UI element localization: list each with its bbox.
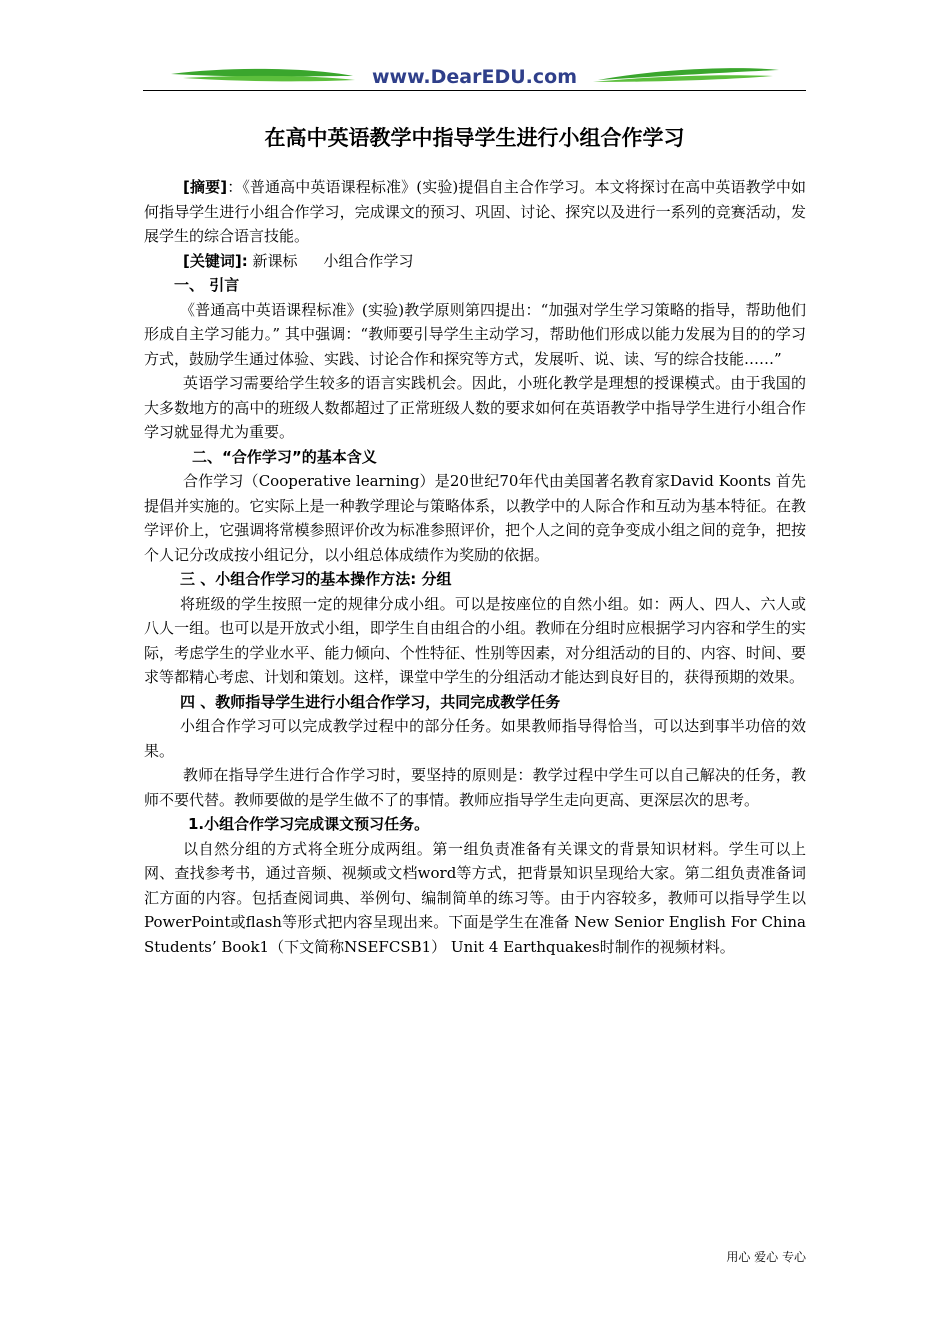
paragraph: 教师在指导学生进行合作学习时，要坚持的原则是：教学过程中学生可以自己解决的任务，教师不要代替。教师要做的是学生做不了的事情。教师应指导学生走向更高、更深层次的思考。 (144, 766, 806, 809)
keywords-line (144, 249, 806, 274)
subsection-heading: 1.小组合作学习完成课文预习任务。 (188, 815, 430, 833)
abstract-text: ：《普通高中英语课程标准》(实验)提倡自主合作学习。本文将探讨在高中英语教学中如何指导学生进行小组合作学习，完成课文的预习、巩固、讨论、探究以及进行一系列的竞赛活动，发展学生的综合语言技能。 (144, 178, 806, 245)
section-heading: 四 、教师指导学生进行小组合作学习，共同完成教学任务 (180, 692, 561, 711)
section-heading: 一、 引言 (174, 276, 240, 294)
paragraph: 《普通高中英语课程标准》(实验)教学原则第四提出：“加强对学生学习策略的指导，帮助他们形成自主学习能力。” 其中强调：“教师要引导学生主动学习，帮助他们形成以能力发展为目的的学习方式，鼓励学生通过体验、实践、讨论合作和探究等方式，发展听、说、读、写的综合技能……” (144, 300, 806, 368)
paragraph: 以自然分组的方式将全班分成两组。第一组负责准备有关课文的背景知识材料。学生可以上网、查找参考书，通过音频、视频或文档word等方式，把背景知识呈现给大家。第二组负责准备词汇方面的内容。包括查阅词典、举例句、编制简单的练习等。由于内容较多，教师可以指导学生以PowerPoint或flash等形式把内容呈现出来。下面是学生在准备 New Senior English For China Students’ Book1（下文简称NSEFCSB1） Unit 4 Earthquakes时制作的视频材料。 (144, 839, 806, 956)
page-title: 在高中英语教学中指导学生进行小组合作学习 (264, 126, 685, 150)
abstract-label: [摘要] (183, 178, 228, 196)
section-heading: 二、“合作学习”的基本含义 (192, 447, 377, 466)
section-heading: 三 、小组合作学习的基本操作方法: 分组 (180, 570, 452, 588)
keyword-item: 新课标 (252, 251, 298, 270)
document-body (144, 175, 806, 959)
abstract-paragraph (144, 175, 806, 249)
paragraph: 合作学习（Cooperative learning）是20世纪70年代由美国著名教育家David Koonts 首先提倡并实施的。它实际上是一种教学理论与策略体系，以教学中的人际合作和互动为基本特征。在教学评价上，它强调将常模参照评价改为标准参照评价，把个人之间的竞争变成小组之间的竞争，把按个人记分改成按小组记分，以小组总体成绩作为奖励的依据。 (144, 472, 806, 564)
keyword-item: 小组合作学习 (323, 251, 414, 270)
paragraph: 英语学习需要给学生较多的语言实践机会。因此，小班化教学是理想的授课模式。由于我国的大多数地方的高中的班级人数都超过了正常班级人数的要求如何在英语教学中指导学生进行小组合作学习就显得尤为重要。 (144, 374, 806, 441)
paragraph: 将班级的学生按照一定的规律分成小组。可以是按座位的自然小组。如：两人、四人、六人或八人一组。也可以是开放式小组，即学生自由组合的小组。教师在分组时应根据学习内容和学生的实际，考虑学生的学业水平、能力倾向、个性特征、性别等因素，对分组活动的目的、内容、时间、要求等都精心考虑、计划和策划。这样，课堂中学生的分组活动才能达到良好目的，获得预期的效果。 (144, 594, 806, 686)
page-footer: 用心 爱心 专心 (726, 1250, 806, 1264)
logo-text: www.DearEDU.com (371, 66, 578, 88)
keywords-label: [关键词]: (183, 251, 248, 270)
paragraph: 小组合作学习可以完成教学过程中的部分任务。如果教师指导得恰当，可以达到事半功倍的效果。 (144, 717, 806, 760)
page-header (143, 62, 806, 92)
header-divider (143, 90, 806, 91)
